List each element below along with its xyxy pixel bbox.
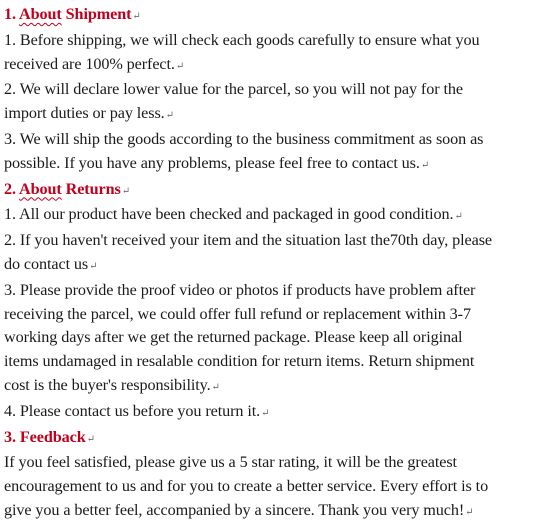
heading-word-about: About bbox=[19, 179, 62, 198]
text-line: 2. If you haven't received your item and the situation last the70th day, please bbox=[4, 231, 492, 250]
text-line: cost is the buyer's responsibility.↵ bbox=[4, 375, 220, 394]
heading-number: 3. bbox=[4, 427, 20, 446]
section-heading-returns bbox=[4, 178, 552, 204]
paragraph-mark-icon: ↵ bbox=[261, 407, 270, 419]
text-line: give you a better feel, accompanied by a sincere. Thank you very much!↵ bbox=[4, 500, 474, 519]
text-line: items undamaged in resalable condition for return items. Return shipment bbox=[4, 352, 475, 371]
heading-number: 2. bbox=[4, 179, 19, 198]
paragraph-mark-icon: ↵ bbox=[89, 260, 98, 272]
heading-title: Shipment bbox=[61, 5, 132, 23]
paragraph-mark-icon: ↵ bbox=[454, 211, 463, 223]
paragraph-mark-icon: ↵ bbox=[211, 381, 220, 393]
text-line: 4. Please contact us before you return it.↵ bbox=[4, 401, 270, 420]
text-line: 3. We will ship the goods according to the business commitment as soon as bbox=[4, 129, 484, 148]
text-line: 2. We will declare lower value for the parcel, so you will not pay for the bbox=[4, 80, 463, 99]
text-line: received are 100% perfect.↵ bbox=[4, 54, 185, 73]
heading-title: Returns bbox=[61, 179, 121, 198]
paragraph-mark-icon: ↵ bbox=[86, 433, 95, 445]
text-line: possible. If you have any problems, please feel free to contact us.↵ bbox=[4, 153, 430, 172]
text-line: working days after we get the returned package. Please keep all original bbox=[4, 328, 463, 347]
text-line: 3. Please provide the proof video or photos if products have problem after bbox=[4, 280, 476, 299]
paragraph-mark-icon: ↵ bbox=[132, 11, 141, 22]
text-line: encouragement to us and for you to create a better service. Every effort is to bbox=[4, 477, 489, 496]
heading-number: 1. bbox=[4, 5, 19, 23]
paragraph-mark-icon: ↵ bbox=[465, 506, 474, 518]
section-heading-shipment bbox=[4, 3, 552, 29]
heading-word-about: About bbox=[19, 5, 62, 23]
text-line: 1. Before shipping, we will check each goods carefully to ensure what you bbox=[4, 30, 480, 49]
text-line: 1. All our product have been checked and packaged in good condition.↵ bbox=[4, 205, 463, 224]
paragraph-mark-icon: ↵ bbox=[175, 60, 185, 72]
text-line: receiving the parcel, we could offer full refund or replacement within 3-7 bbox=[4, 304, 471, 323]
text-line: import duties or pay less.↵ bbox=[4, 104, 174, 123]
paragraph-mark-icon: ↵ bbox=[165, 110, 174, 122]
text-line: If you feel satisfied, please give us a 5 star rating, it will be the greatest bbox=[4, 453, 457, 472]
text-line: do contact us↵ bbox=[4, 254, 98, 273]
heading-title: Feedback bbox=[19, 427, 86, 446]
paragraph-mark-icon: ↵ bbox=[420, 159, 430, 171]
paragraph-mark-icon: ↵ bbox=[121, 185, 130, 197]
section-heading-feedback bbox=[4, 426, 552, 452]
